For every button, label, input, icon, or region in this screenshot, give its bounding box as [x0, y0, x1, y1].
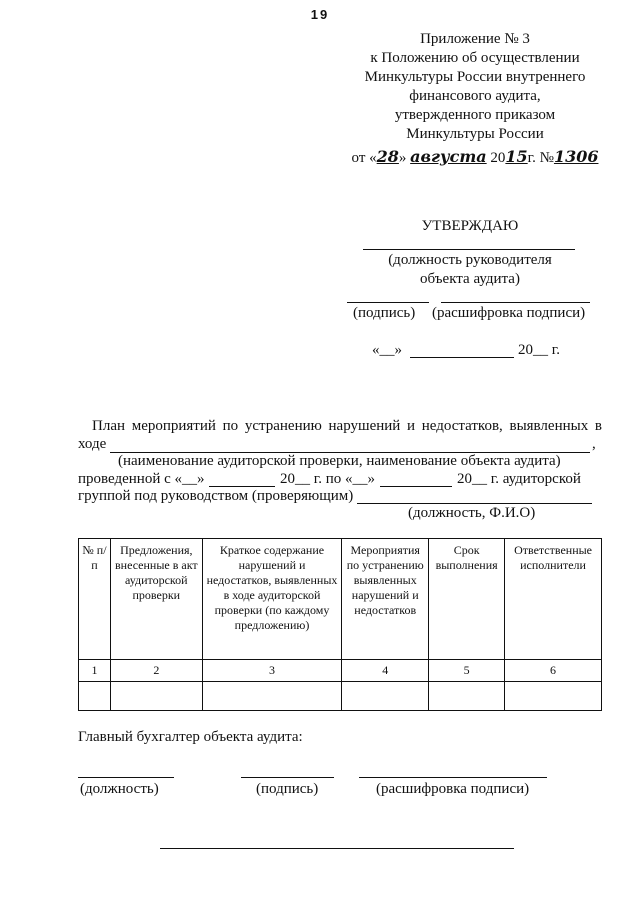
- chief-accountant-label: Главный бухгалтер объекта аудита:: [78, 729, 303, 745]
- group-leader-label: группой под руководством (проверяющим): [78, 488, 354, 504]
- column-number: 5: [429, 660, 505, 682]
- column-number: 2: [110, 660, 202, 682]
- appendix-line: к Положению об осуществлении: [370, 50, 580, 66]
- period-to: 20__ г. по «__»: [280, 471, 375, 487]
- appendix-line: Минкультуры России: [406, 126, 544, 142]
- appendix-line: Минкультуры России внутреннего: [364, 69, 586, 85]
- table-cell[interactable]: [79, 682, 111, 711]
- group-leader-caption: (должность, Ф.И.О): [408, 505, 536, 521]
- plan-line-start: ходе: [78, 436, 107, 452]
- order-year: 15: [505, 147, 528, 166]
- table-cell[interactable]: [110, 682, 202, 711]
- position-blank-line: [363, 249, 575, 250]
- table-header-cell: Срок выполнения: [429, 539, 505, 660]
- accountant-decoding-line: [359, 777, 547, 778]
- page-number: 19: [310, 7, 330, 22]
- period-to-month-line: [380, 486, 452, 487]
- table-cell[interactable]: [342, 682, 429, 711]
- table-cell[interactable]: [429, 682, 505, 711]
- table-header-cell: Ответственные исполнители: [505, 539, 602, 660]
- decoding-blank-line: [441, 302, 590, 303]
- approval-date-month-line: [410, 357, 514, 358]
- order-month: августа: [410, 147, 487, 166]
- period-suffix: 20__ г. аудиторской: [457, 471, 581, 487]
- appendix-line: утвержденного приказом: [394, 107, 556, 123]
- appendix-line: Приложение № 3: [420, 31, 530, 47]
- column-number: 6: [505, 660, 602, 682]
- approval-date-day: «__»: [372, 342, 402, 358]
- period-from-month-line: [209, 486, 275, 487]
- column-number: 3: [202, 660, 342, 682]
- decoding-caption: (расшифровка подписи): [432, 305, 586, 321]
- approval-title: УТВЕРЖДАЮ: [421, 218, 519, 234]
- signature-caption: (подпись): [353, 305, 416, 321]
- plan-table: [78, 538, 602, 711]
- closing-rule: [160, 848, 514, 849]
- table-header-row: [79, 539, 602, 660]
- approval-date-year: 20__ г.: [518, 342, 560, 358]
- table-row: [79, 682, 602, 711]
- appendix-header: [340, 30, 610, 168]
- appendix-line: финансового аудита,: [409, 88, 541, 104]
- accountant-signature-line: [241, 777, 334, 778]
- column-number: 1: [79, 660, 111, 682]
- group-leader-blank-line: [357, 503, 592, 504]
- accountant-signature-caption: (подпись): [256, 781, 319, 797]
- audit-name-caption: (наименование аудиторской проверки, наименование объекта аудита): [118, 453, 561, 469]
- table-header-cell: Мероприятия по устранению выявленных нарушений и недостатков: [342, 539, 429, 660]
- accountant-position-line: [78, 777, 174, 778]
- table-header-cell: Краткое содержание нарушений и недостатков, выявленных в ходе аудиторской проверки (по каждому предложению): [202, 539, 342, 660]
- table-header-cell: Предложения, внесенные в акт аудиторской проверки: [110, 539, 202, 660]
- position-caption-2: объекта аудита): [420, 271, 520, 287]
- table-cell[interactable]: [202, 682, 342, 711]
- position-caption: (должность руководителя: [388, 252, 552, 268]
- table-header-cell: № п/п: [79, 539, 111, 660]
- period-from: проведенной с «__»: [78, 471, 205, 487]
- order-date-line: от «28» августа 2015г. №1306: [351, 147, 599, 166]
- table-column-numbers-row: [79, 660, 602, 682]
- order-day: 28: [376, 147, 399, 166]
- signature-blank-line: [347, 302, 429, 303]
- accountant-position-caption: (должность): [80, 781, 159, 797]
- table-cell[interactable]: [505, 682, 602, 711]
- column-number: 4: [342, 660, 429, 682]
- accountant-decoding-caption: (расшифровка подписи): [376, 781, 530, 797]
- order-number: 1306: [553, 147, 599, 166]
- plan-title: План мероприятий по устранению нарушений и недостатков, выявленных в: [92, 418, 602, 434]
